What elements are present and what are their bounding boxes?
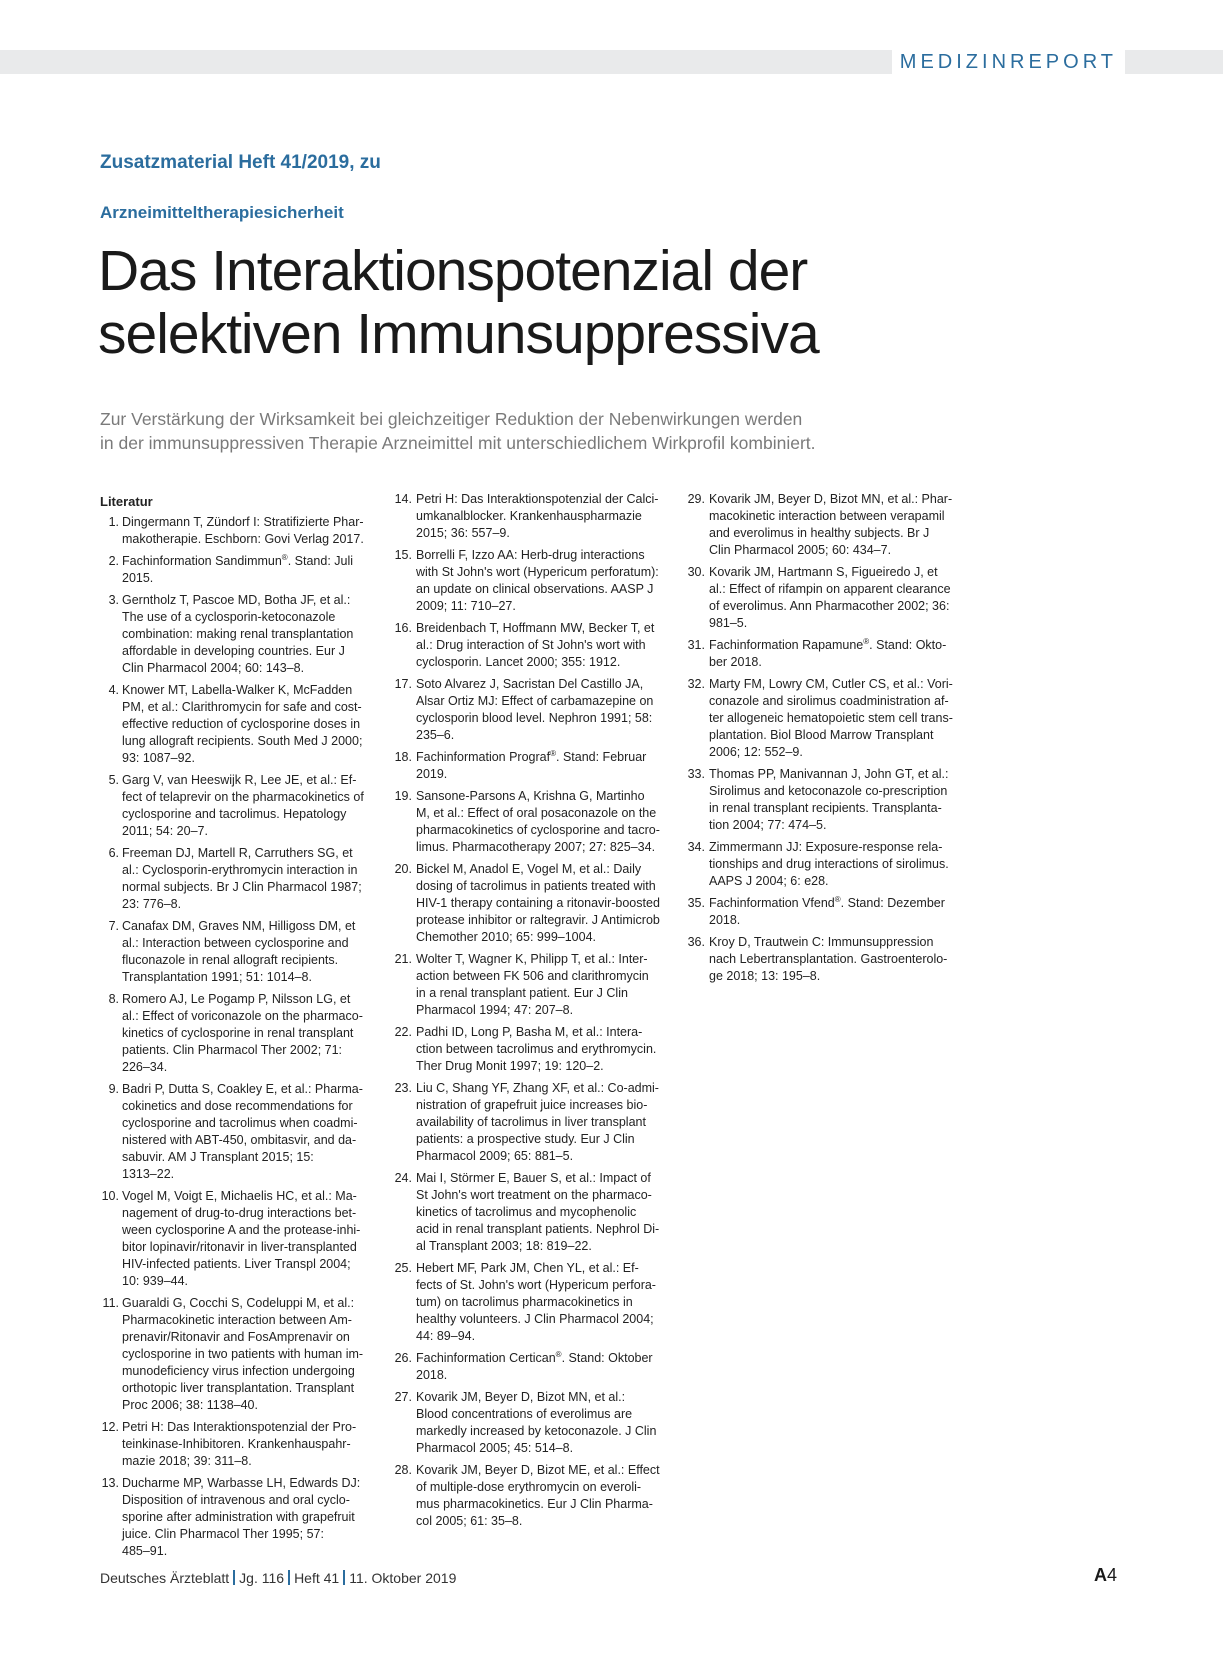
- reference-text-line: Petri H: Das Interaktionspotenzial der Calci-: [416, 492, 659, 506]
- reference-number: 31.: [687, 638, 705, 652]
- reference-text-line: Mai I, Störmer E, Bauer S, et al.: Impact of: [416, 1171, 651, 1185]
- reference-text-line: 10: 939–44.: [122, 1274, 189, 1288]
- references-column-2: [392, 491, 682, 1535]
- reference-number: 25.: [394, 1261, 412, 1275]
- article-title: [98, 240, 1098, 366]
- reference-text-line: of multiple-dose erythromycin on everoli-: [416, 1480, 642, 1494]
- reference-text-line: Kovarik JM, Beyer D, Bizot MN, et al.:: [416, 1390, 626, 1404]
- reference-number: 5.: [108, 773, 119, 787]
- footer-citation: [100, 1570, 456, 1586]
- reference-item: [392, 1260, 682, 1345]
- title-line-2: selektiven Immunsuppressiva: [98, 302, 819, 366]
- reference-text-line: mazie 2018; 39: 311–8.: [122, 1454, 252, 1468]
- reference-item: [685, 934, 975, 985]
- reference-text-line: mus pharmacokinetics. Eur J Clin Pharma-: [416, 1497, 653, 1511]
- reference-text-line: in renal transplant recipients. Transplanta-: [709, 801, 942, 815]
- reference-item: [685, 766, 975, 834]
- reference-text-line: Kovarik JM, Beyer D, Bizot MN, et al.: Phar-: [709, 492, 953, 506]
- reference-text-line: bitor lopinavir/ritonavir in liver-transplanted: [122, 1240, 357, 1254]
- reference-text-line: Liu C, Shang YF, Zhang XF, et al.: Co-admi-: [416, 1081, 659, 1095]
- reference-item: [100, 1419, 390, 1470]
- reference-text-line: kinetics of tacrolimus and mycophenolic: [416, 1205, 637, 1219]
- reference-text-line: tionships and drug interactions of sirolimus.: [709, 857, 949, 871]
- reference-text-line: cyclosporine and tacrolimus when coadmi-: [122, 1116, 358, 1130]
- section-label: MEDIZINREPORT: [892, 50, 1125, 74]
- reference-item: [100, 592, 390, 677]
- reference-item: [100, 1295, 390, 1414]
- reference-text-line: ction between tacrolimus and erythromycin.: [416, 1042, 657, 1056]
- reference-item: [392, 1389, 682, 1457]
- reference-text-line: nagement of drug-to-drug interactions bet-: [122, 1206, 357, 1220]
- footer-journal: Deutsches Ärzteblatt: [100, 1570, 230, 1586]
- reference-text-line: Gerntholz T, Pascoe MD, Botha JF, et al.:: [122, 593, 351, 607]
- reference-text-line: juice. Clin Pharmacol Ther 1995; 57:: [122, 1527, 324, 1541]
- reference-text-line: cyclosporine in two patients with human im-: [122, 1347, 364, 1361]
- reference-text-line: Ducharme MP, Warbasse LH, Edwards DJ:: [122, 1476, 361, 1490]
- reference-text-line: Sirolimus and ketoconazole co-prescription: [709, 784, 948, 798]
- reference-text-line: combination: making renal transplantation: [122, 627, 354, 641]
- reference-item: [100, 682, 390, 767]
- reference-text-line: Soto Alvarez J, Sacristan Del Castillo JA,: [416, 677, 644, 691]
- reference-text-line: nistration of grapefruit juice increases bio-: [416, 1098, 648, 1112]
- reference-text-line: Romero AJ, Le Pogamp P, Nilsson LG, et: [122, 992, 351, 1006]
- reference-text-line: markedly increased by ketoconazole. J Clin: [416, 1424, 657, 1438]
- reference-number: 10.: [101, 1189, 119, 1203]
- reference-text-line: ge 2018; 13: 195–8.: [709, 969, 821, 983]
- reference-item: [100, 1475, 390, 1560]
- reference-text-line: 23: 776–8.: [122, 897, 182, 911]
- reference-text-line: Fachinformation Sandimmun®. Stand: Juli: [122, 552, 354, 568]
- reference-item: [392, 1462, 682, 1530]
- reference-number: 19.: [394, 789, 412, 803]
- reference-text-line: limus. Pharmacotherapy 2007; 27: 825–34.: [416, 840, 656, 854]
- reference-text-line: healthy volunteers. J Clin Pharmacol 2004;: [416, 1312, 654, 1326]
- reference-item: [392, 749, 682, 783]
- reference-item: [392, 1170, 682, 1255]
- reference-item: [392, 951, 682, 1019]
- reference-text-line: Dingermann T, Zündorf I: Stratifizierte Phar-: [122, 515, 364, 529]
- reference-text-line: Fachinformation Certican®. Stand: Oktober: [416, 1349, 653, 1365]
- reference-item: [392, 491, 682, 542]
- reference-text-line: Chemother 2010; 65: 999–1004.: [416, 930, 596, 944]
- reference-text-line: Sansone-Parsons A, Krishna G, Martinho: [416, 789, 645, 803]
- reference-text-line: 981–5.: [709, 616, 748, 630]
- reference-text-line: nistered with ABT-450, ombitasvir, and da-: [122, 1133, 357, 1147]
- reference-text-line: 235–6.: [416, 728, 455, 742]
- reference-text-line: with St John's wort (Hypericum perforatum):: [416, 565, 659, 579]
- reference-text-line: macokinetic interaction between verapamil: [709, 509, 945, 523]
- reference-text-line: Clin Pharmacol 2005; 60: 434–7.: [709, 543, 892, 557]
- reference-text-line: cyclosporin. Lancet 2000; 355: 1912.: [416, 655, 621, 669]
- reference-text-line: Pharmacokinetic interaction between Am-: [122, 1313, 352, 1327]
- reference-number: 16.: [394, 621, 412, 635]
- reference-item: [392, 620, 682, 671]
- footer-separator: [233, 1570, 235, 1585]
- page-number: [1094, 1565, 1117, 1586]
- reference-text-line: col 2005; 61: 35–8.: [416, 1514, 523, 1528]
- reference-number: 2.: [108, 554, 119, 568]
- reference-text-line: action between FK 506 and clarithromycin: [416, 969, 649, 983]
- reference-number: 29.: [687, 492, 705, 506]
- reference-text-line: al.: Effect of rifampin on apparent clearance: [709, 582, 951, 596]
- reference-item: [100, 514, 390, 548]
- reference-number: 13.: [101, 1476, 119, 1490]
- reference-text-line: al Transplant 2003; 18: 819–22.: [416, 1239, 592, 1253]
- reference-number: 21.: [394, 952, 412, 966]
- reference-text-line: an update on clinical observations. AASP J: [416, 582, 654, 596]
- reference-number: 9.: [108, 1082, 119, 1096]
- reference-number: 34.: [687, 840, 705, 854]
- reference-number: 32.: [687, 677, 705, 691]
- reference-text-line: dosing of tacrolimus in patients treated with: [416, 879, 656, 893]
- reference-text-line: Proc 2006; 38: 1138–40.: [122, 1398, 258, 1412]
- reference-item: [100, 1081, 390, 1183]
- reference-number: 15.: [394, 548, 412, 562]
- reference-number: 11.: [102, 1296, 119, 1310]
- reference-text-line: prenavir/Ritonavir and FosAmprenavir on: [122, 1330, 350, 1344]
- reference-number: 18.: [394, 750, 412, 764]
- reference-text-line: al.: Cyclosporin-erythromycin interaction in: [122, 863, 358, 877]
- reference-text-line: Kovarik JM, Beyer D, Bizot ME, et al.: Effect: [416, 1463, 660, 1477]
- reference-item: [392, 1080, 682, 1165]
- reference-text-line: St John's wort treatment on the pharmaco-: [416, 1188, 652, 1202]
- reference-item: [100, 991, 390, 1076]
- reference-number: 12.: [101, 1420, 119, 1434]
- reference-text-line: effective reduction of cyclosporine doses in: [122, 717, 361, 731]
- reference-number: 24.: [394, 1171, 412, 1185]
- reference-text-line: of everolimus. Ann Pharmacother 2002; 36:: [709, 599, 950, 613]
- reference-text-line: Pharmacol 1994; 47: 207–8.: [416, 1003, 574, 1017]
- reference-item: [100, 918, 390, 986]
- reference-text-line: Kroy D, Trautwein C: Immunsuppression: [709, 935, 934, 949]
- reference-text-line: munodeficiency virus infection undergoing: [122, 1364, 355, 1378]
- references-column-3: [685, 491, 975, 990]
- reference-text-line: tum) on tacrolimus pharmacokinetics in: [416, 1295, 633, 1309]
- reference-text-line: Knower MT, Labella-Walker K, McFadden: [122, 683, 353, 697]
- reference-item: [392, 788, 682, 856]
- reference-text-line: cyclosporine and tacrolimus. Hepatology: [122, 807, 347, 821]
- reference-text-line: in a renal transplant patient. Eur J Clin: [416, 986, 628, 1000]
- reference-text-line: lung allograft recipients. South Med J 2000;: [122, 734, 363, 748]
- reference-text-line: Thomas PP, Manivannan J, John GT, et al.:: [709, 767, 949, 781]
- reference-text-line: Kovarik JM, Hartmann S, Figueiredo J, et: [709, 565, 938, 579]
- literature-heading: Literatur: [100, 494, 153, 509]
- reference-text-line: Badri P, Dutta S, Coakley E, et al.: Pharma-: [122, 1082, 363, 1096]
- supplement-note: Zusatzmaterial Heft 41/2019, zu: [100, 152, 381, 173]
- reference-text-line: Vogel M, Voigt E, Michaelis HC, et al.: Ma-: [122, 1189, 357, 1203]
- reference-number: 4.: [108, 683, 119, 697]
- reference-text-line: 2009; 11: 710–27.: [416, 599, 516, 613]
- reference-text-line: Pharmacol 2009; 65: 881–5.: [416, 1149, 574, 1163]
- reference-item: [392, 861, 682, 946]
- footer-volume: Jg. 116: [239, 1570, 285, 1586]
- reference-item: [685, 637, 975, 671]
- reference-text-line: Fachinformation Vfend®. Stand: Dezember: [709, 894, 945, 910]
- reference-number: 1.: [108, 515, 119, 529]
- reference-item: [392, 1350, 682, 1384]
- reference-item: [100, 1188, 390, 1290]
- reference-number: 28.: [394, 1463, 412, 1477]
- reference-text-line: Borrelli F, Izzo AA: Herb-drug interactions: [416, 548, 645, 562]
- reference-text-line: Wolter T, Wagner K, Philipp T, et al.: Inter-: [416, 952, 648, 966]
- reference-text-line: Padhi ID, Long P, Basha M, et al.: Intera-: [416, 1025, 643, 1039]
- reference-text-line: Zimmermann JJ: Exposure-response rela-: [709, 840, 943, 854]
- lead-line-2: in der immunsuppressiven Therapie Arzneimittel mit unterschiedlichem Wirkprofil kombiniert.: [100, 433, 816, 453]
- reference-text-line: Disposition of intravenous and oral cyclo-: [122, 1493, 350, 1507]
- lead-line-1: Zur Verstärkung der Wirksamkeit bei gleichzeitiger Reduktion der Nebenwirkungen werden: [100, 409, 803, 429]
- reference-text-line: umkanalblocker. Krankenhauspharmazie: [416, 509, 642, 523]
- reference-text-line: HIV-infected patients. Liver Transpl 2004;: [122, 1257, 351, 1271]
- reference-text-line: conazole and sirolimus coadministration af-: [709, 694, 949, 708]
- reference-number: 26.: [394, 1351, 412, 1365]
- reference-item: [392, 1024, 682, 1075]
- reference-text-line: pharmacokinetics of cyclosporine and tacro-: [416, 823, 660, 837]
- references-column-1: [100, 491, 390, 1565]
- reference-text-line: normal subjects. Br J Clin Pharmacol 1987;: [122, 880, 362, 894]
- reference-text-line: patients. Clin Pharmacol Ther 2002; 71:: [122, 1043, 343, 1057]
- reference-item: [392, 676, 682, 744]
- reference-text-line: kinetics of cyclosporine in renal transplant: [122, 1026, 354, 1040]
- reference-text-line: 2015.: [122, 571, 154, 585]
- reference-text-line: Blood concentrations of everolimus are: [416, 1407, 633, 1421]
- reference-text-line: Bickel M, Anadol E, Vogel M, et al.: Daily: [416, 862, 642, 876]
- reference-text-line: 2018.: [416, 1368, 448, 1382]
- reference-text-line: affordable in developing countries. Eur J: [122, 644, 345, 658]
- page-prefix: A: [1093, 1565, 1107, 1585]
- reference-number: 27.: [394, 1390, 412, 1404]
- reference-text-line: Guaraldi G, Cocchi S, Codeluppi M, et al.:: [122, 1296, 355, 1310]
- reference-text-line: fluconazole in renal allograft recipients.: [122, 953, 339, 967]
- reference-number: 8.: [108, 992, 119, 1006]
- reference-item: [100, 845, 390, 913]
- reference-text-line: Breidenbach T, Hoffmann MW, Becker T, et: [416, 621, 655, 635]
- reference-text-line: 226–34.: [122, 1060, 168, 1074]
- reference-text-line: Petri H: Das Interaktionspotenzial der Pro-: [122, 1420, 357, 1434]
- reference-text-line: sporine after administration with grapefruit: [122, 1510, 355, 1524]
- reference-number: 6.: [108, 846, 119, 860]
- reference-text-line: availability of tacrolimus in liver transplant: [416, 1115, 646, 1129]
- reference-item: [685, 491, 975, 559]
- reference-text-line: HIV-1 therapy containing a ritonavir-boosted: [416, 896, 660, 910]
- reference-text-line: plantation. Biol Blood Marrow Transplant: [709, 728, 934, 742]
- reference-number: 30.: [687, 565, 705, 579]
- reference-text-line: 93: 1087–92.: [122, 751, 195, 765]
- reference-text-line: makotherapie. Eschborn: Govi Verlag 2017.: [122, 532, 364, 546]
- reference-text-line: 2006; 12: 552–9.: [709, 745, 803, 759]
- reference-text-line: Marty FM, Lowry CM, Cutler CS, et al.: Vori-: [709, 677, 953, 691]
- reference-item: [685, 564, 975, 632]
- reference-number: 35.: [687, 896, 705, 910]
- topic-kicker: Arzneimitteltherapiesicherheit: [100, 203, 344, 222]
- footer-separator: [288, 1570, 290, 1585]
- reference-text-line: Canafax DM, Graves NM, Hilligoss DM, et: [122, 919, 356, 933]
- reference-text-line: M, et al.: Effect of oral posaconazole on the: [416, 806, 657, 820]
- reference-text-line: cyclosporin blood level. Nephron 1991; 58:: [416, 711, 653, 725]
- reference-text-line: fects of St. John's wort (Hypericum perfora-: [416, 1278, 656, 1292]
- footer-separator: [343, 1570, 345, 1585]
- reference-text-line: nach Lebertransplantation. Gastroenterolo-: [709, 952, 948, 966]
- reference-item: [392, 547, 682, 615]
- reference-text-line: Ther Drug Monit 1997; 19: 120–2.: [416, 1059, 604, 1073]
- reference-text-line: sabuvir. AM J Transplant 2015; 15:: [122, 1150, 314, 1164]
- reference-text-line: acid in renal transplant patients. Nephrol Di-: [416, 1222, 660, 1236]
- reference-number: 17.: [394, 677, 412, 691]
- reference-text-line: tion 2004; 77: 474–5.: [709, 818, 827, 832]
- reference-text-line: Transplantation 1991; 51: 1014–8.: [122, 970, 312, 984]
- lead-paragraph: [100, 407, 900, 455]
- reference-text-line: 2018.: [709, 913, 741, 927]
- reference-text-line: fect of telaprevir on the pharmacokinetics of: [122, 790, 364, 804]
- reference-text-line: 485–91.: [122, 1544, 168, 1558]
- reference-text-line: orthotopic liver transplantation. Transplant: [122, 1381, 355, 1395]
- reference-item: [685, 839, 975, 890]
- reference-number: 36.: [687, 935, 705, 949]
- reference-text-line: Fachinformation Rapamune®. Stand: Okto-: [709, 636, 947, 652]
- reference-number: 33.: [687, 767, 705, 781]
- reference-text-line: ter allogeneic hematopoietic stem cell trans-: [709, 711, 953, 725]
- reference-text-line: Pharmacol 2005; 45: 514–8.: [416, 1441, 574, 1455]
- reference-text-line: Alsar Ortiz MJ: Effect of carbamazepine on: [416, 694, 654, 708]
- footer-issue: Heft 41: [294, 1570, 340, 1586]
- title-line-1: Das Interaktionspotenzial der: [98, 239, 808, 303]
- reference-number: 23.: [394, 1081, 412, 1095]
- reference-text-line: PM, et al.: Clarithromycin for safe and cost-: [122, 700, 362, 714]
- reference-text-line: 44: 89–94.: [416, 1329, 476, 1343]
- reference-text-line: al.: Interaction between cyclosporine and: [122, 936, 349, 950]
- footer-date: 11. Oktober 2019: [349, 1570, 457, 1586]
- reference-text-line: and everolimus in healthy subjects. Br J: [709, 526, 930, 540]
- reference-text-line: ber 2018.: [709, 655, 762, 669]
- reference-text-line: 2011; 54: 20–7.: [122, 824, 208, 838]
- reference-text-line: Clin Pharmacol 2004; 60: 143–8.: [122, 661, 305, 675]
- reference-text-line: Hebert MF, Park JM, Chen YL, et al.: Ef-: [416, 1261, 639, 1275]
- reference-text-line: The use of a cyclosporin-ketoconazole: [122, 610, 336, 624]
- reference-text-line: al.: Effect of voriconazole on the pharmaco-: [122, 1009, 363, 1023]
- reference-text-line: 2015; 36: 557–9.: [416, 526, 510, 540]
- reference-text-line: cokinetics and dose recommendations for: [122, 1099, 353, 1113]
- reference-number: 22.: [394, 1025, 412, 1039]
- reference-text-line: 2019.: [416, 767, 448, 781]
- reference-text-line: AAPS J 2004; 6: e28.: [709, 874, 829, 888]
- reference-text-line: Garg V, van Heeswijk R, Lee JE, et al.: Ef-: [122, 773, 357, 787]
- reference-item: [685, 676, 975, 761]
- reference-item: [685, 895, 975, 929]
- reference-text-line: patients: a prospective study. Eur J Clin: [416, 1132, 635, 1146]
- reference-number: 3.: [108, 593, 119, 607]
- page-number-value: 4: [1106, 1565, 1117, 1585]
- reference-text-line: Freeman DJ, Martell R, Carruthers SG, et: [122, 846, 353, 860]
- reference-text-line: teinkinase-Inhibitoren. Krankenhauspahr-: [122, 1437, 351, 1451]
- reference-text-line: Fachinformation Prograf®. Stand: Februar: [416, 748, 647, 764]
- reference-text-line: ween cyclosporine A and the protease-inhi-: [122, 1223, 361, 1237]
- reference-text-line: 1313–22.: [122, 1167, 175, 1181]
- reference-text-line: al.: Drug interaction of St John's wort with: [416, 638, 646, 652]
- reference-text-line: protease inhibitor or raltegravir. J Antimicrob: [416, 913, 660, 927]
- reference-item: [100, 553, 390, 587]
- reference-number: 7.: [108, 919, 119, 933]
- reference-item: [100, 772, 390, 840]
- reference-number: 20.: [394, 862, 412, 876]
- reference-number: 14.: [394, 492, 412, 506]
